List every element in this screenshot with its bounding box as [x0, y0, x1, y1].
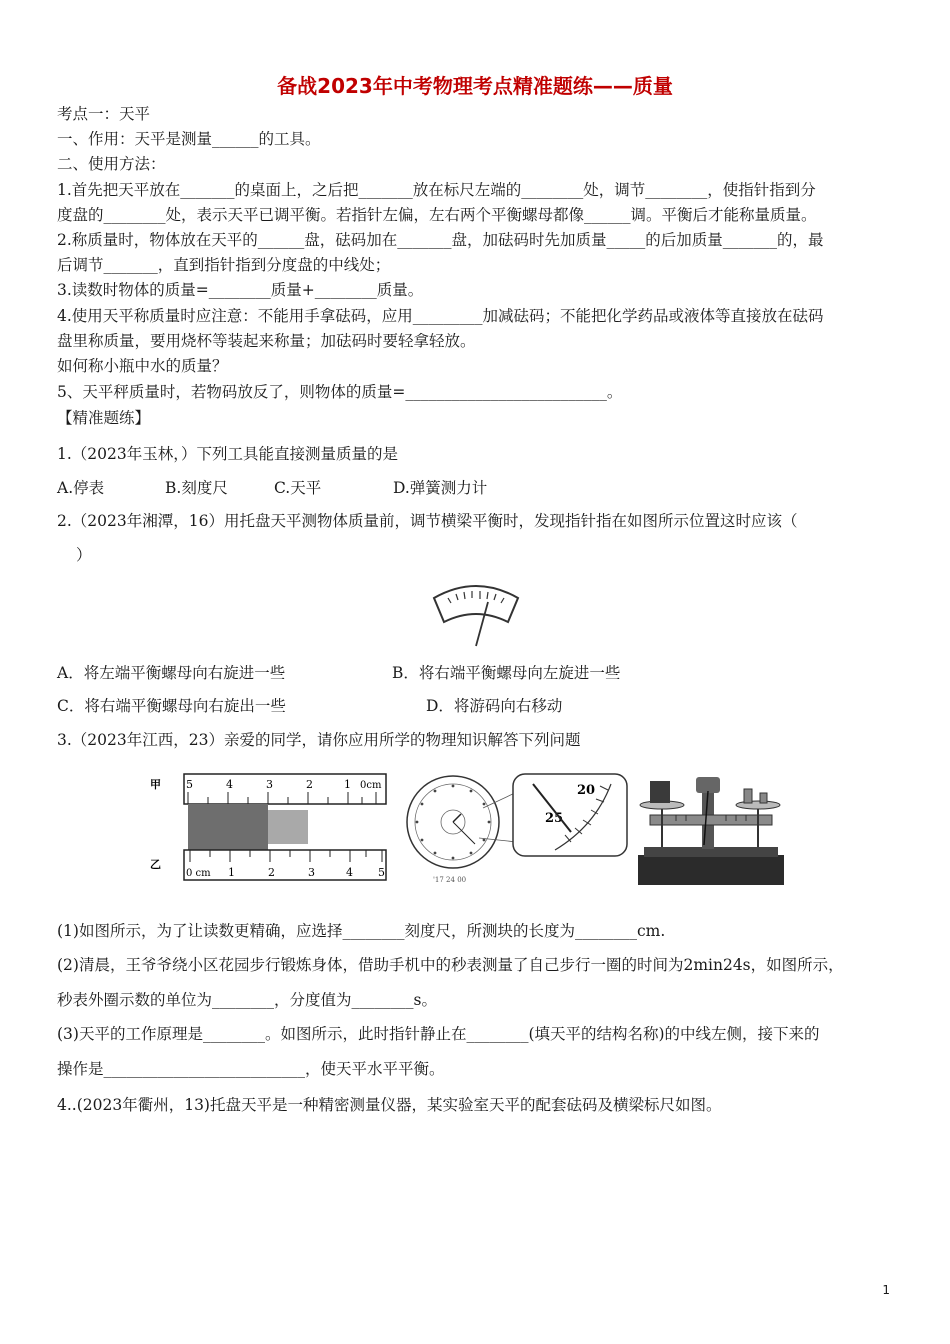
text-line: 3.读数时物体的质量=________质量+________质量。 — [57, 281, 424, 299]
pointer-gauge-figure — [430, 580, 522, 648]
ruler-bottom-tick: 3 — [308, 866, 315, 879]
ruler-top-tick: 2 — [306, 778, 313, 791]
option-a: A.停表 — [57, 479, 105, 497]
question-4: 4..(2023年衢州，13)托盘天平是一种精密测量仪器，某实验室天平的配套砝码及横梁标尺如图。 — [57, 1096, 722, 1114]
text-line: 5、天平秤质量时，若物码放反了，则物体的质量=__________________________。 — [57, 383, 623, 401]
ruler-bottom-tick: 1 — [228, 866, 235, 879]
option-c: C.天平 — [274, 479, 322, 497]
stopwatch-figure — [405, 772, 630, 887]
text-line: 2.称质量时，物体放在天平的______盘，砝码加在_______盘，加砝码时先加质量_____的后加质量_______的，最 — [57, 231, 824, 249]
question-3-1: (1)如图所示，为了让读数更精确，应选择________刻度尺，所测块的长度为________cm. — [57, 922, 666, 940]
text-line: 如何称小瓶中水的质量？ — [57, 357, 228, 375]
ruler-top-tick: 3 — [266, 778, 273, 791]
text-line: 1.首先把天平放在_______的桌面上，之后把_______放在标尺左端的________处，调节________，使指针指到分 — [57, 181, 816, 199]
question-1: 1.（2023年玉林，）下列工具能直接测量质量的是 — [57, 445, 398, 463]
page-number: 1 — [882, 1283, 890, 1297]
text-line: 后调节_______，直到指针指到分度盘的中线处； — [57, 256, 391, 274]
text-line: 度盘的________处，表示天平已调平衡。若指针左偏，左右两个平衡螺母都像______调。平衡后才能称量质量。 — [57, 206, 817, 224]
section-heading: 考点一：天平 — [57, 105, 151, 123]
ruler-bottom-tick: 4 — [346, 866, 353, 879]
ruler-bottom-tick: 0 cm — [186, 868, 211, 879]
ruler-bottom-tick: 5 — [378, 866, 385, 879]
ruler-bottom-tick: 2 — [268, 866, 275, 879]
question-3-3: (3)天平的工作原理是________。如图所示，此时指针静止在________(填天平的结构名称)的中线左侧，接下来的 — [57, 1025, 820, 1043]
q2-option-a: A．将左端平衡螺母向右旋进一些 — [57, 664, 286, 682]
ruler-top-tick: 0cm — [360, 780, 382, 791]
stopwatch-caption: '17 24 00 — [433, 876, 467, 884]
option-b: B.刻度尺 — [165, 479, 228, 497]
text-line: 4.使用天平称质量时应注意：不能用手拿砝码，应用_________加减砝码；不能把化学药品或液体等直接放在砝码 — [57, 307, 824, 325]
dial-number: 25 — [545, 811, 564, 826]
question-2-paren: ） — [76, 546, 92, 564]
balance-figure — [636, 767, 786, 890]
text-line: 二、使用方法： — [57, 155, 166, 173]
rulers-figure — [148, 770, 393, 888]
text-line: 盘里称质量，要用烧杯等装起来称量；加砝码时要轻拿轻放。 — [57, 332, 476, 350]
page-title: 备战2023年中考物理考点精准题练——质量 — [277, 74, 673, 98]
q2-option-b: B．将右端平衡螺母向左旋进一些 — [392, 664, 621, 682]
label-jia: 甲 — [150, 778, 161, 791]
dial-number: 20 — [577, 783, 596, 798]
q2-option-c: C．将右端平衡螺母向右旋出一些 — [57, 697, 286, 715]
question-3-3-cont: 操作是__________________________，使天平水平平衡。 — [57, 1060, 445, 1078]
section-heading: 【精准题练】 — [57, 409, 151, 427]
question-3-2: (2)清晨，王爷爷绕小区花园步行锻炼身体，借助手机中的秒表测量了自己步行一圈的时间为2min24s，如图所示， — [57, 956, 844, 974]
label-yi: 乙 — [150, 858, 161, 871]
text-line: 一、作用：天平是测量______的工具。 — [57, 130, 321, 148]
question-2: 2.（2023年湘潭，16）用托盘天平测物体质量前，调节横梁平衡时，发现指针指在如图所示位置这时应该（ — [57, 512, 798, 530]
question-3: 3.（2023年江西，23）亲爱的同学，请你应用所学的物理知识解答下列问题 — [57, 731, 581, 749]
ruler-top-tick: 4 — [226, 778, 233, 791]
option-d: D.弹簧测力计 — [393, 479, 488, 497]
q2-option-d: D．将游码向右移动 — [426, 697, 563, 715]
ruler-top-tick: 1 — [344, 778, 351, 791]
question-3-2-cont: 秒表外圈示数的单位为________，分度值为________s。 — [57, 991, 437, 1009]
ruler-top-tick: 5 — [186, 778, 193, 791]
